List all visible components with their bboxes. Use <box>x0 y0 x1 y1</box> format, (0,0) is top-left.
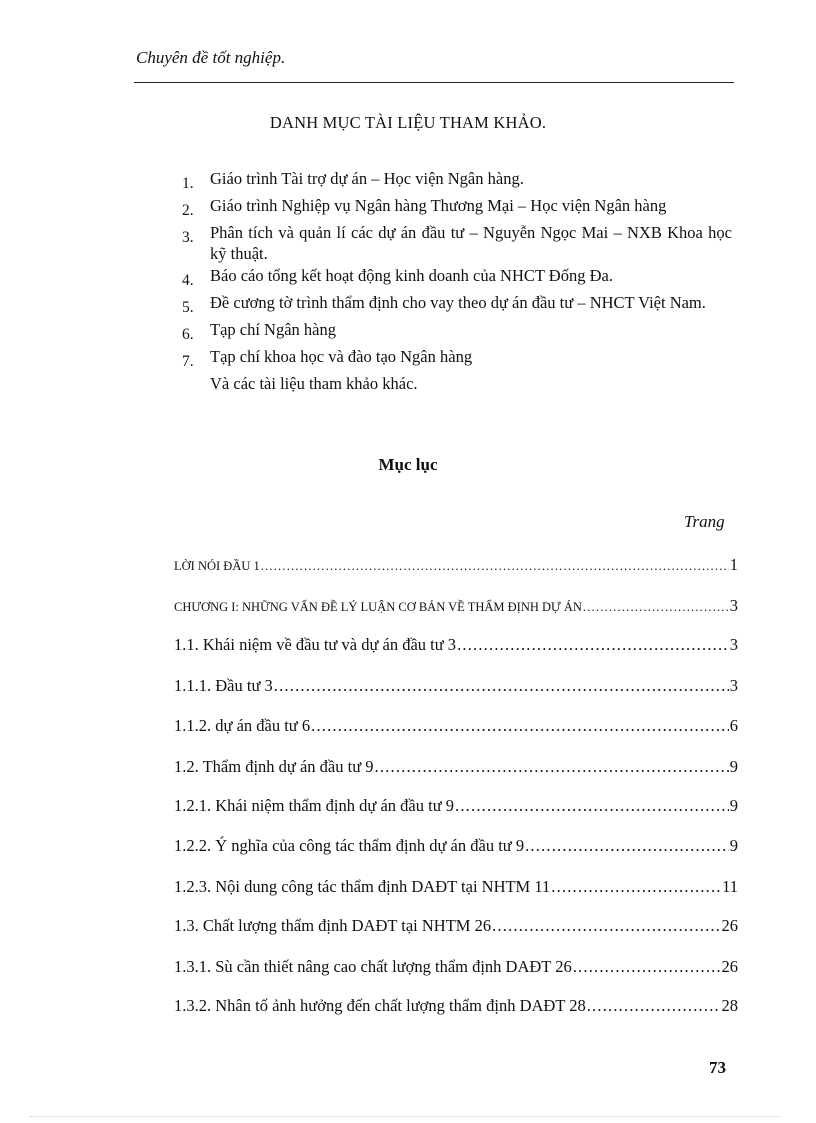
toc-entry-label: 1.3.1. Sù cần thiết nâng cao chất lượng thẩm định DAĐT 26 <box>174 957 572 976</box>
toc-entry <box>174 996 738 1016</box>
toc-entry-page: 3 <box>729 676 738 695</box>
reference-number: 4. <box>182 272 194 289</box>
toc-leader-dots <box>573 957 721 977</box>
reference-text: Tạp chí khoa học và đào tạo Ngân hàng <box>210 347 473 366</box>
toc-entry <box>174 836 738 856</box>
reference-number: 5. <box>182 299 194 316</box>
toc-leader-dots <box>583 600 729 615</box>
reference-number: 2. <box>182 202 194 219</box>
toc-leader-dots <box>274 676 729 696</box>
toc-entry-label: 1.3. Chất lượng thẩm định DAĐT tại NHTM 26 <box>174 916 492 935</box>
reference-item <box>182 195 732 221</box>
reference-item <box>182 319 732 345</box>
toc-entry-label: 1.1.1. Đầu tư 3 <box>174 676 273 695</box>
toc-entry-page: 9 <box>729 796 738 815</box>
toc-entry <box>174 555 738 575</box>
running-header: Chuyên đề tốt nghiệp. <box>136 48 286 67</box>
toc-entry-page: 9 <box>729 757 738 776</box>
reference-item <box>182 265 732 291</box>
toc-page-heading: Trang <box>684 512 725 531</box>
references-list <box>182 168 732 394</box>
toc-entry-page: 3 <box>729 596 738 615</box>
toc-entry-label: 1.2.2. Ý nghĩa của công tác thẩm định dự án đầu tư 9 <box>174 836 525 855</box>
references-title: DANH MỤC TÀI LIỆU THAM KHẢO. <box>269 113 547 132</box>
reference-item <box>182 346 732 372</box>
toc-entry-label: 1.3.2. Nhân tố ảnh hưởng đến chất lượng thẩm định DAĐT 28 <box>174 996 586 1015</box>
references-other: Và các tài liệu tham khảo khác. <box>210 374 418 393</box>
toc-entry-page: 26 <box>721 957 738 976</box>
reference-item <box>182 292 732 318</box>
toc-leader-dots <box>551 877 721 897</box>
reference-text: Đề cương tờ trình thẩm định cho vay theo dự án đầu tư – NHCT Việt Nam. <box>210 293 706 312</box>
toc-entry-page: 3 <box>729 635 738 654</box>
toc-entry <box>174 916 738 936</box>
toc-entry-label: 1.1. Khái niệm về đầu tư và dự án đầu tư 3 <box>174 635 457 654</box>
reference-number: 3. <box>182 229 194 246</box>
page-bottom-border <box>30 1116 780 1117</box>
toc-leader-dots <box>455 796 729 816</box>
toc-entry-label: CHƯƠNG I: NHỮNG VẤN ĐỀ LÝ LUẬN CƠ BẢN VỀ THẨM ĐỊNH DỰ ÁN <box>174 600 582 614</box>
toc-entry <box>174 796 738 816</box>
toc-entry <box>174 716 738 736</box>
toc-entry <box>174 676 738 696</box>
page-number: 73 <box>709 1058 726 1077</box>
toc-leader-dots <box>261 559 729 574</box>
toc-entry <box>174 635 738 655</box>
toc-leader-dots <box>525 836 729 856</box>
toc-title: Mục lục <box>378 455 438 474</box>
toc-leader-dots <box>375 757 729 777</box>
toc-entry-page: 11 <box>722 877 738 896</box>
toc-leader-dots <box>457 635 729 655</box>
reference-number: 7. <box>182 353 194 370</box>
toc-entry-label: 1.2. Thẩm định dự án đầu tư 9 <box>174 757 374 776</box>
toc-leader-dots <box>311 716 729 736</box>
toc-entry-page: 26 <box>721 916 738 935</box>
reference-text: Giáo trình Tài trợ dự án – Học viện Ngân hàng. <box>210 169 524 188</box>
toc-entry <box>174 957 738 977</box>
reference-item <box>182 168 732 194</box>
toc-entry <box>174 877 738 897</box>
toc-leader-dots <box>587 996 721 1016</box>
toc-entry <box>174 757 738 777</box>
reference-number: 6. <box>182 326 194 343</box>
reference-text: Giáo trình Nghiệp vụ Ngân hàng Thương Mại – Học viện Ngân hàng <box>210 196 667 215</box>
toc-entry-page: 28 <box>721 996 738 1015</box>
toc-entry-page: 6 <box>729 716 738 735</box>
toc-leader-dots <box>492 916 720 936</box>
reference-text: Tạp chí Ngân hàng <box>210 320 336 339</box>
toc-entry-label: 1.2.3. Nội dung công tác thẩm định DAĐT tại NHTM 11 <box>174 877 551 896</box>
toc-entry-label: 1.1.2. dự án đầu tư 6 <box>174 716 311 735</box>
toc-entry-page: 9 <box>729 836 738 855</box>
reference-number: 1. <box>182 175 194 192</box>
toc-entry-label: LỜI NÓI ĐẦU 1 <box>174 559 260 573</box>
toc-entry-label: 1.2.1. Khái niệm thẩm định dự án đầu tư 9 <box>174 796 455 815</box>
reference-text: Phân tích và quản lí các dự án đầu tư – Nguyễn Ngọc Mai – NXB Khoa học kỹ thuật. <box>210 223 732 263</box>
toc-entry <box>174 596 738 616</box>
reference-text: Báo cáo tổng kết hoạt động kinh doanh của NHCT Đống Đa. <box>210 266 613 285</box>
reference-item <box>182 222 732 264</box>
header-divider <box>134 82 734 83</box>
toc-entry-page: 1 <box>729 555 738 574</box>
